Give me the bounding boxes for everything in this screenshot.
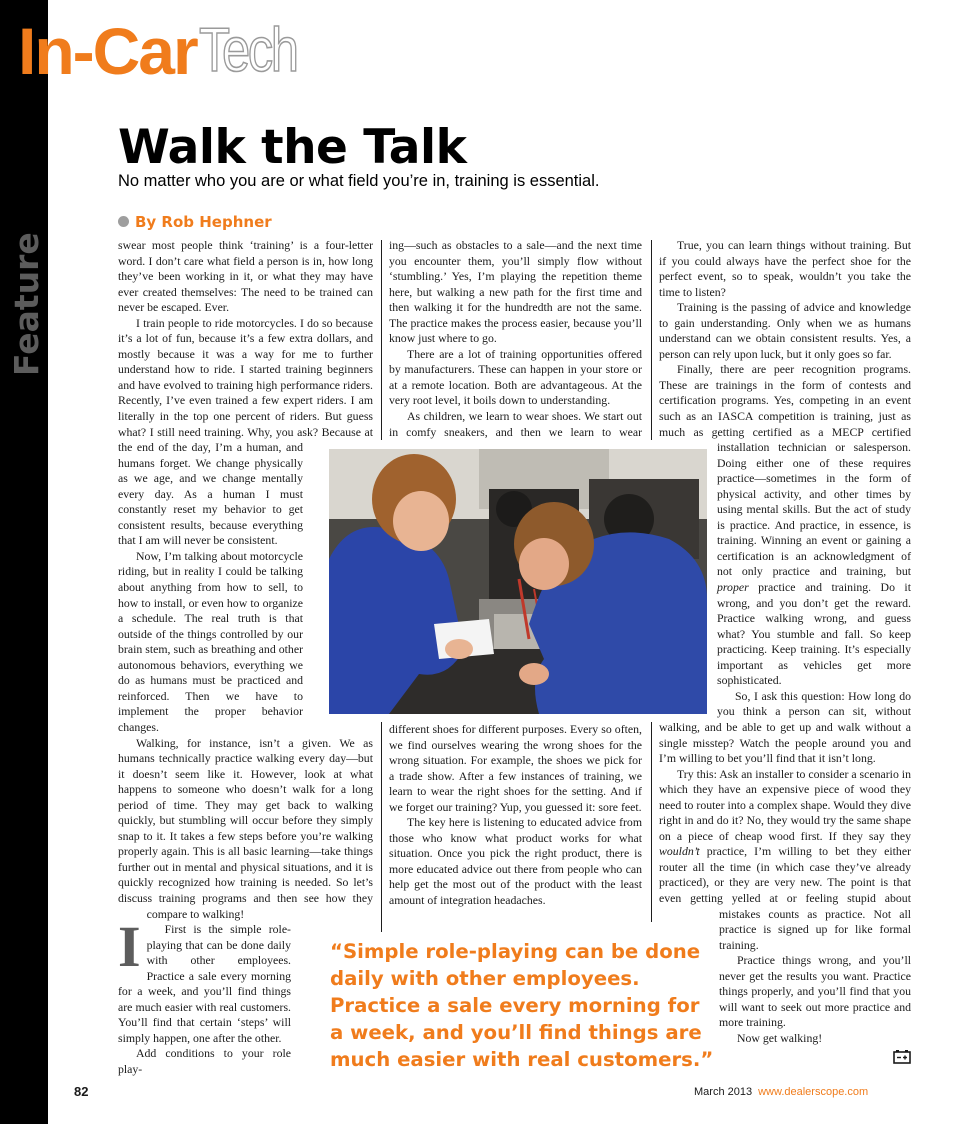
article-subtitle: No matter who you are or what field you’re in, training is essential. xyxy=(118,172,600,190)
paragraph: Finally, there are peer recognition programs. These are trainings in the form of contests and certification programs. Yes, competing in an event such as an IASCA competition is training, just as much as getting certified as a MECP certified installation technician or salesperson. Doing either one of these requires practice—sometimes in the form of physical activity, and other times by using mental skills. But the act of study is practice. And practice, in essence, is training. Winning an event or gaining a certification is an acknowledgment of not only practice and training, but proper practice and training. Do it wrong, and you don’t get the reward. Practice walking wrong, and guess what? You stumble and fall. So keep practicing. Keep training. It’s especially important as vehicles get more sophisticated. xyxy=(659,362,911,688)
paragraph: swear most people think ‘training’ is a four-letter word. I don’t care what field a person is in, how long they’ve been working in it, or what they may have ever created themselves: The need to be trained can never be escaped. Ever. xyxy=(118,238,373,315)
paragraph: The key here is listening to educated advice from those who know what product works for what situation. Once you pick the right product, there is more educated advice out there from people who can help get the most out of the product with the least amount of integration headaches. xyxy=(389,815,642,908)
author-name: By Rob Hephner xyxy=(135,213,272,231)
paragraph: I train people to ride motorcycles. I do so because it’s a lot of fun, because it’s a few extra dollars, and mostly because it was a way for me to further understand how to ride. I started training beginners and have evolved to training high performance riders. Recently, I’ve even trained a few expert riders. I am literally in the top one percent of riders. But guess what? I still need training. Why, you ask? Because at the end of the day, I’m a human, and humans forget. We change physically as we age, and we change mentally every day. As a human I must constantly reset my behavior to get consistent results, because everything that I am will never be consistent. xyxy=(118,315,373,548)
paragraph: Add conditions to your role play- xyxy=(118,1046,291,1076)
paragraph: True, you can learn things without training. But if you could always have the perfect shoe for the perfect event, so to speak, wouldn’t you take the time to listen? xyxy=(659,238,911,299)
paragraph: ing—such as obstacles to a sale—and the next time you encounter them, you’ll simply flow without ‘stumbling.’ Yes, I’m playing the repetition theme here, but walking a new path for the first time and then walking it for the hundredth are not the same. The practice makes the process easier, because you’ll know just where to go. xyxy=(389,238,642,346)
section-label-container xyxy=(2,230,46,380)
page-number: 82 xyxy=(74,1084,89,1099)
section-label-graphic xyxy=(2,230,46,380)
column-divider-left xyxy=(381,240,382,440)
paragraph: So, I ask this question: How long do you think a person can sit, without walking, and be able to get up and walk without a single misstep? Watch the people around you and I’m willing to bet you’ll find that it isn’t long. xyxy=(659,688,911,766)
department-logo xyxy=(18,14,318,88)
paragraph: Walking, for instance, isn’t a given. We as humans technically practice walking every day—but it doesn’t seem like it. However, look at what happens to someone who doesn’t walk for a long period of time. They may get back to walking quickly, but stumbling will occur before they simply snap to it. It takes a few steps before you’re walking properly again. This is all basic learning—take things further out in mental and physical situations, and it is quickly recognized how training is needed. So let’s discuss training programs and then see how they compare to walking! xyxy=(118,735,373,921)
paragraph: Try this: Ask an installer to consider a scenario in which they have an expensive piece of wood they need to router into a complex shape. Would they dive right in and do it? No, they would try the same shape on a piece of cheap wood first. If they say they wouldn’t practice, I’m willing to bet they either router all the time (in which case they’ve already practiced), or they are very new. The point is that even getting yelled at or feeling stupid about mistakes counts as practice. Not all practice is signed up for like formal training. xyxy=(659,766,911,952)
paragraph: Now get walking! xyxy=(737,1030,823,1045)
logo-part-incar: In-Car xyxy=(18,14,197,88)
pull-quote: “Simple role-playing can be done daily with other employees. Practice a sale every morning for a week, and you’ll find things are much easier with real customers.” xyxy=(330,940,714,1071)
column-divider-left-lower xyxy=(381,722,382,932)
article-title: Walk the Talk xyxy=(118,120,467,175)
website-link[interactable]: www.dealerscope.com xyxy=(758,1086,869,1098)
column-divider-right xyxy=(651,240,652,440)
paragraph: As children, we learn to wear shoes. We start out in comfy sneakers, and then we learn to wear different shoes for different purposes. Every so often, we find ourselves wearing the wrong shoes for the wrong situation. For example, the shoes we pick for a trade show. After a few instances of training, we learn to wear the right shoes for the setting. And if we forget our training? Yup, you guessed it: sore feet. xyxy=(389,409,642,814)
section-label: Feature xyxy=(7,232,46,376)
section-sidebar xyxy=(0,0,48,1124)
drop-cap: I xyxy=(118,914,141,979)
paragraph: Training is the passing of advice and knowledge to gain understanding. Only when we as humans understand can we obtain consistent results. Yes, a person can rely upon luck, but it only goes so far. xyxy=(659,300,911,361)
article-photo xyxy=(329,449,707,714)
footer-issue-info xyxy=(694,1086,868,1098)
column-divider-right-lower xyxy=(651,722,652,922)
technicians-photo-illustration xyxy=(329,449,707,714)
author-byline xyxy=(118,213,272,231)
issue-date: March 2013 xyxy=(694,1086,753,1098)
logo-part-tech: Tech xyxy=(198,16,297,85)
paragraph: Practice things wrong, and you’ll never get the results you want. Practice things properly, and you’ll find that you will want to seek out more practice and more training. xyxy=(719,953,911,1030)
battery-icon xyxy=(893,1050,911,1064)
paragraph: First is the simple role-playing that can be done daily with other employees. Practice a sale every morning for a week, and you’ll find things are much easier with real customers. You’ll find that certain ‘steps’ will simply happen, one after the other. xyxy=(118,922,291,1045)
paragraph: There are a lot of training opportunities offered by manufacturers. These can happen in your store or at a remote location. Both are advantageous. At the very root level, it boils down to understanding. xyxy=(389,346,642,408)
bullet-dot-icon xyxy=(118,216,129,227)
paragraph: Now, I’m talking about motorcycle riding, but in reality I could be talking about anything from how to sell, to how to install, or even how to organize a schedule. The real truth is that outside of the things controlled by our brain stem, such as breathing and other autonomous behaviors, everything we do as humans must be practiced and reinforced. Then we have to implement the proper behavior changes. xyxy=(118,548,303,734)
